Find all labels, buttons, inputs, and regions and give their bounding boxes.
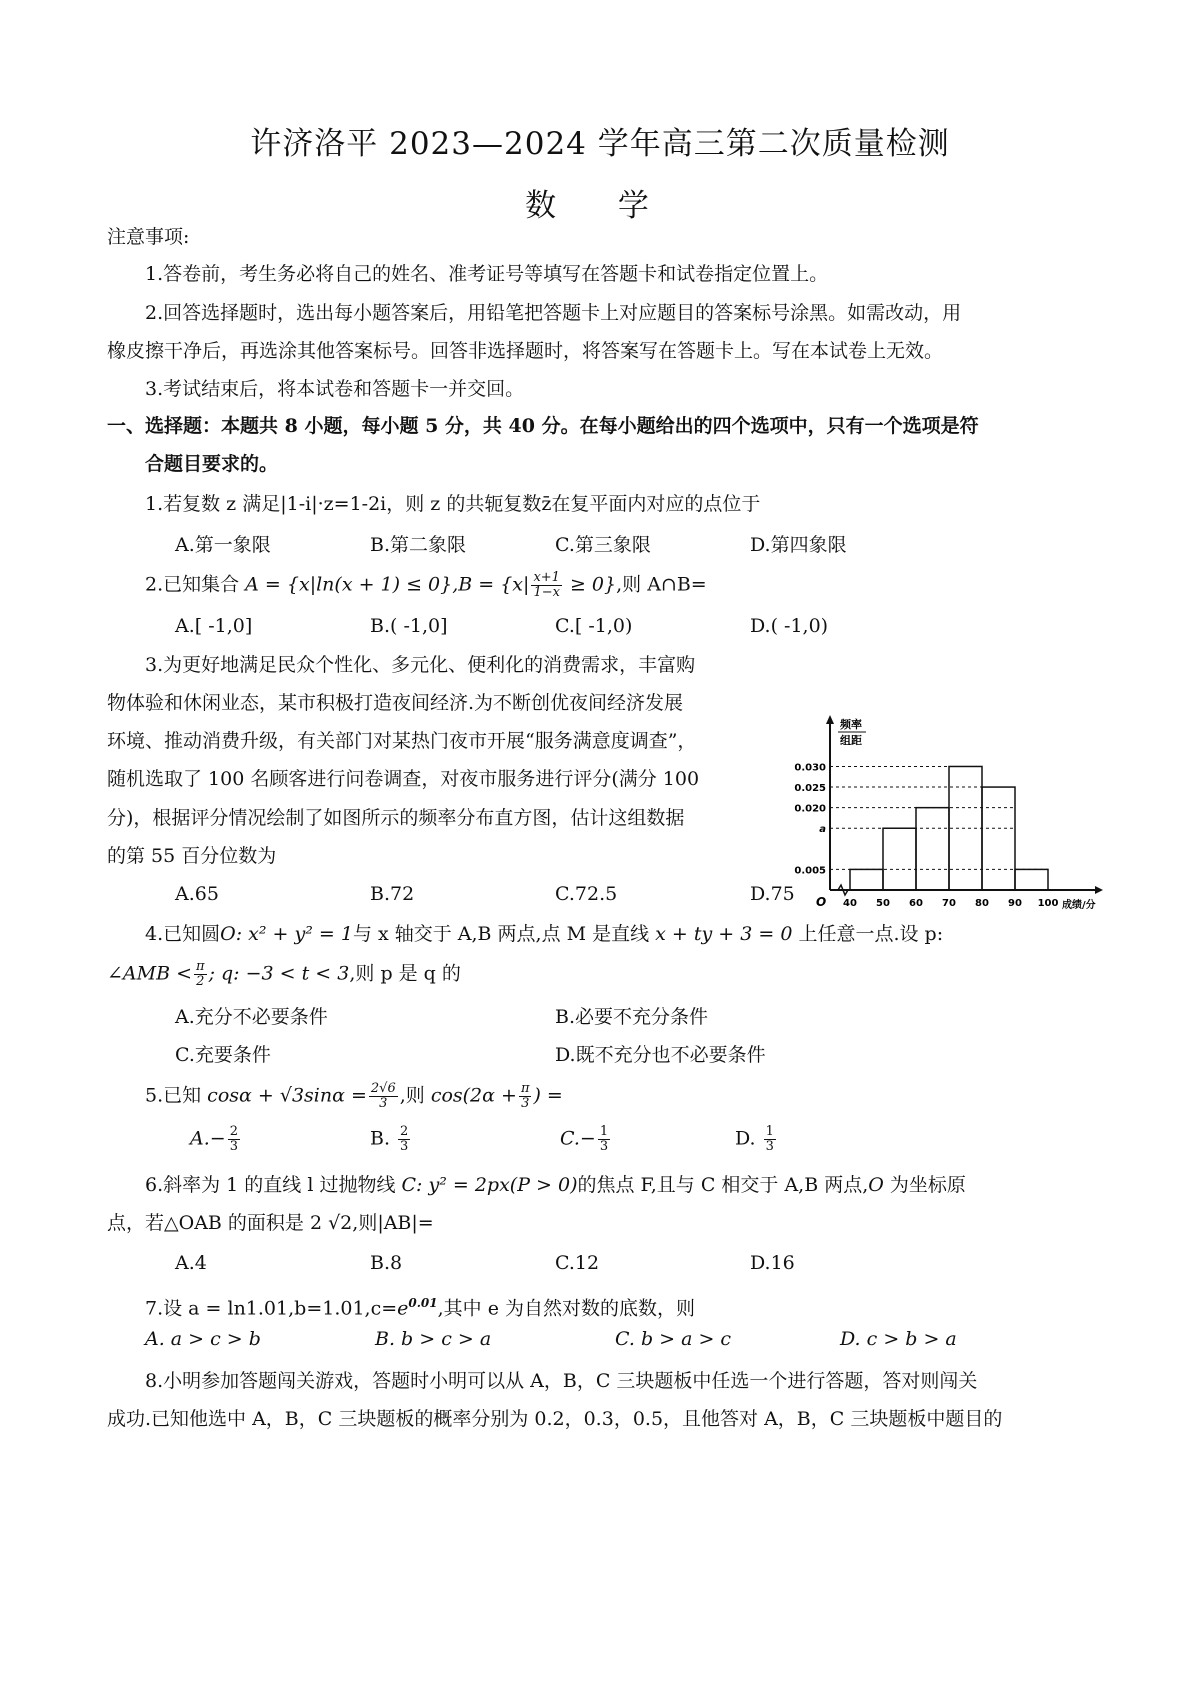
q2-fraction-denominator: 1−x <box>533 585 560 600</box>
q1-stem: 1.若复数 z 满足|1-i|·z=1-2i，则 z 的共轭复数z̄在复平面内对应的点位于 <box>145 493 761 515</box>
q4-option-b: B.必要不充分条件 <box>555 1006 709 1028</box>
x-tick-label: 60 <box>909 898 923 909</box>
q5-expression-1: cosα + √3sinα = <box>207 1084 367 1107</box>
q3-line-5: 分)，根据评分情况绘制了如图所示的频率分布直方图，估计这组数据 <box>107 807 685 829</box>
q5-option-d <box>735 1125 778 1154</box>
q4-line-2 <box>107 960 461 989</box>
notice-item-2-cont: 橡皮擦干净后，再选涂其他答案标号。回答非选择题时，将答案写在答题卡上。写在本试卷上无效。 <box>107 340 944 362</box>
q4-text-a: 4.已知圆 <box>145 923 221 945</box>
q5-expression-2: cos(2α + <box>430 1084 517 1107</box>
q4-text-d: ,则 p 是 q 的 <box>349 962 461 985</box>
histogram-bar <box>982 787 1015 890</box>
q7-option-c: C. b > a > c <box>615 1328 732 1350</box>
q4-condition-q: ; q: −3 < t < 3 <box>208 962 350 985</box>
histogram-bar <box>949 766 982 890</box>
q5-option-a-fraction <box>228 1125 240 1154</box>
q2-option-a: A.[ -1,0] <box>175 615 253 637</box>
q3-line-2: 物体验和休闲业态，某市积极打造夜间经济.为不断创优夜间经济发展 <box>107 692 684 714</box>
x-tick-label: 90 <box>1008 898 1022 909</box>
q5-option-b-fraction <box>398 1125 410 1154</box>
q5-option-c <box>560 1125 612 1154</box>
q5-text-b: ,则 <box>399 1084 431 1107</box>
q6-text-b: 的焦点 F,且与 C 相交于 A,B 两点, <box>577 1174 869 1196</box>
x-tick-label: 50 <box>876 898 890 909</box>
y-axis-label-top: 频率 <box>840 718 862 731</box>
q2-option-b: B.( -1,0] <box>370 615 448 637</box>
x-axis-arrow <box>1095 886 1103 894</box>
section-heading-cont: 合题目要求的。 <box>145 453 279 475</box>
q2-stem-prefix: 2.已知集合 <box>145 573 246 596</box>
origin-label: O <box>816 895 827 909</box>
q6-option-a: A.4 <box>175 1252 207 1274</box>
histogram-bar <box>850 869 883 890</box>
q4-line-1 <box>145 921 943 947</box>
y-tick-label: a <box>819 824 826 836</box>
q5-stem <box>145 1082 563 1111</box>
q2-stem-suffix: ,则 A∩B= <box>616 573 707 596</box>
q1-option-d: D.第四象限 <box>750 534 847 556</box>
q4-option-a: A.充分不必要条件 <box>175 1006 328 1028</box>
q3-line-6: 的第 55 百分位数为 <box>107 845 277 867</box>
q4-fraction-denominator: 2 <box>196 974 205 989</box>
q2-set-b-suffix: ≥ 0} <box>563 573 617 596</box>
q5-option-b-denominator: 3 <box>400 1139 409 1154</box>
q5-option-d-denominator: 3 <box>765 1139 774 1154</box>
q3-line-1: 3.为更好地满足民众个性化、多元化、便利化的消费需求，丰富购 <box>145 654 696 676</box>
y-tick-label: 0.005 <box>794 865 826 877</box>
q6-line-1 <box>145 1172 966 1198</box>
page-title: 许济洛平 2023—2024 学年高三第二次质量检测 <box>250 126 950 162</box>
q5-option-a-numerator: 2 <box>229 1124 238 1139</box>
q5-fraction-1 <box>369 1082 398 1111</box>
x-tick-label: 40 <box>843 898 857 909</box>
notice-item-2: 2.回答选择题时，选出每小题答案后，用铅笔把答题卡上对应题目的答案标号涂黑。如需改动，用 <box>145 302 962 324</box>
x-axis-label: 成绩/分 <box>1062 900 1096 911</box>
notice-heading: 注意事项: <box>107 226 190 248</box>
histogram-chart <box>790 710 1110 920</box>
q3-option-a: A.65 <box>175 883 219 905</box>
q7-option-a: A. a > c > b <box>145 1328 261 1350</box>
q5-option-c-denominator: 3 <box>599 1139 609 1154</box>
q6-option-c: C.12 <box>555 1252 600 1274</box>
q7-option-b: B. b > c > a <box>375 1328 492 1350</box>
q7-text-b: ,其中 e 为自然对数的底数，则 <box>437 1297 695 1320</box>
q5-option-c-label: C.− <box>560 1127 596 1150</box>
histogram-bar <box>916 808 949 890</box>
histogram-layer <box>794 715 1103 911</box>
q4-fraction <box>194 960 207 989</box>
q7-stem <box>145 1290 695 1321</box>
q6-parabola: C: y² = 2px(P > 0) <box>401 1174 578 1196</box>
q5-option-a-label: A.− <box>190 1127 226 1150</box>
q5-option-a <box>190 1125 242 1154</box>
q2-option-d: D.( -1,0) <box>750 615 829 637</box>
q4-text-c: 上任意一点.设 p: <box>792 923 944 945</box>
q4-text-b: 与 x 轴交于 A,B 两点,点 M 是直线 <box>352 923 650 945</box>
section-heading: 一、选择题：本题共 8 小题，每小题 5 分，共 40 分。在每小题给出的四个选项中，只有一个选项是符 <box>107 415 979 437</box>
q5-fraction-2-numerator: π <box>520 1081 530 1096</box>
q7-exp-power: 0.01 <box>408 1296 438 1310</box>
q2-set-b-prefix: ,B = {x| <box>452 573 530 596</box>
q5-option-d-fraction <box>764 1125 776 1154</box>
q7-option-d: D. c > b > a <box>840 1328 957 1350</box>
q5-option-c-numerator: 1 <box>599 1124 609 1139</box>
y-tick-label: 0.030 <box>794 762 826 774</box>
q6-option-b: B.8 <box>370 1252 403 1274</box>
q4-option-d: D.既不充分也不必要条件 <box>555 1044 766 1066</box>
q8-line-2: 成功.已知他选中 A，B，C 三块题板的概率分别为 0.2，0.3，0.5，且他答对 A，B，C 三块题板中题目的 <box>107 1408 1003 1430</box>
q6-option-d: D.16 <box>750 1252 795 1274</box>
q1-option-b: B.第二象限 <box>370 534 467 556</box>
q5-option-b-label: B. <box>370 1127 397 1150</box>
x-tick-label: 70 <box>942 898 956 909</box>
q3-option-b: B.72 <box>370 883 415 905</box>
x-tick-label: 80 <box>975 898 989 909</box>
q2-stem <box>145 571 707 600</box>
q5-fraction-1-denominator: 3 <box>379 1096 388 1111</box>
q3-option-d: D.75 <box>750 883 795 905</box>
q5-option-b-numerator: 2 <box>400 1124 409 1139</box>
histogram-bar <box>883 828 916 890</box>
q7-text-a: 7.设 a = ln1.01,b=1.01,c= <box>145 1297 398 1320</box>
y-axis-arrow <box>826 715 834 724</box>
q4-circle-equation: O: x² + y² = 1 <box>220 923 353 945</box>
q3-line-4: 随机选取了 100 名顾客进行问卷调查，对夜市服务进行评分(满分 100 <box>107 768 700 790</box>
q5-fraction-1-numerator: 2√6 <box>370 1081 396 1096</box>
q4-line-equation: x + ty + 3 = 0 <box>655 923 793 945</box>
q5-option-d-numerator: 1 <box>765 1124 774 1139</box>
q7-exp-base: e <box>397 1297 409 1320</box>
q4-option-c: C.充要条件 <box>175 1044 271 1066</box>
q1-option-c: C.第三象限 <box>555 534 651 556</box>
q4-fraction-numerator: π <box>196 959 205 974</box>
q5-option-d-label: D. <box>735 1127 762 1150</box>
y-tick-label: 0.025 <box>794 783 826 795</box>
q2-option-c: C.[ -1,0) <box>555 615 633 637</box>
q2-fraction <box>531 571 562 600</box>
notice-item-3: 3.考试结束后，将本试卷和答题卡一并交回。 <box>145 378 525 400</box>
q6-line-2: 点，若△OAB 的面积是 2 √2,则|AB|= <box>107 1212 434 1234</box>
q1-option-a: A.第一象限 <box>175 534 271 556</box>
notice-item-1: 1.答卷前，考生务必将自己的姓名、准考证号等填写在答题卡和试卷指定位置上。 <box>145 263 829 285</box>
q3-option-c: C.72.5 <box>555 883 618 905</box>
q5-text-a: 5.已知 <box>145 1084 208 1107</box>
q6-text-a: 6.斜率为 1 的直线 l 过抛物线 <box>145 1174 402 1196</box>
histogram-bar <box>1015 869 1048 890</box>
q2-fraction-numerator: x+1 <box>533 570 560 585</box>
q5-option-c-fraction <box>598 1125 610 1154</box>
q5-expression-3: ) = <box>533 1084 563 1107</box>
q4-angle: ∠AMB < <box>107 962 193 985</box>
q6-text-c: 为坐标原 <box>883 1174 966 1196</box>
y-tick-label: 0.020 <box>794 803 826 815</box>
q6-origin: O <box>868 1174 884 1196</box>
x-tick-label: 100 <box>1037 898 1059 909</box>
q5-fraction-2 <box>519 1082 532 1111</box>
subject-title: 数 学 <box>525 188 675 224</box>
q2-set-a: A = {x|ln(x + 1) ≤ 0} <box>245 573 453 596</box>
q8-line-1: 8.小明参加答题闯关游戏，答题时小明可以从 A，B，C 三块题板中任选一个进行答题，答对则闯关 <box>145 1370 978 1392</box>
q5-option-b <box>370 1125 412 1154</box>
y-axis-label-bottom: 组距 <box>840 734 862 747</box>
q5-fraction-2-denominator: 3 <box>521 1096 530 1111</box>
q3-line-3: 环境、推动消费升级，有关部门对某热门夜市开展“服务满意度调查”， <box>107 730 697 752</box>
q5-option-a-denominator: 3 <box>229 1139 238 1154</box>
